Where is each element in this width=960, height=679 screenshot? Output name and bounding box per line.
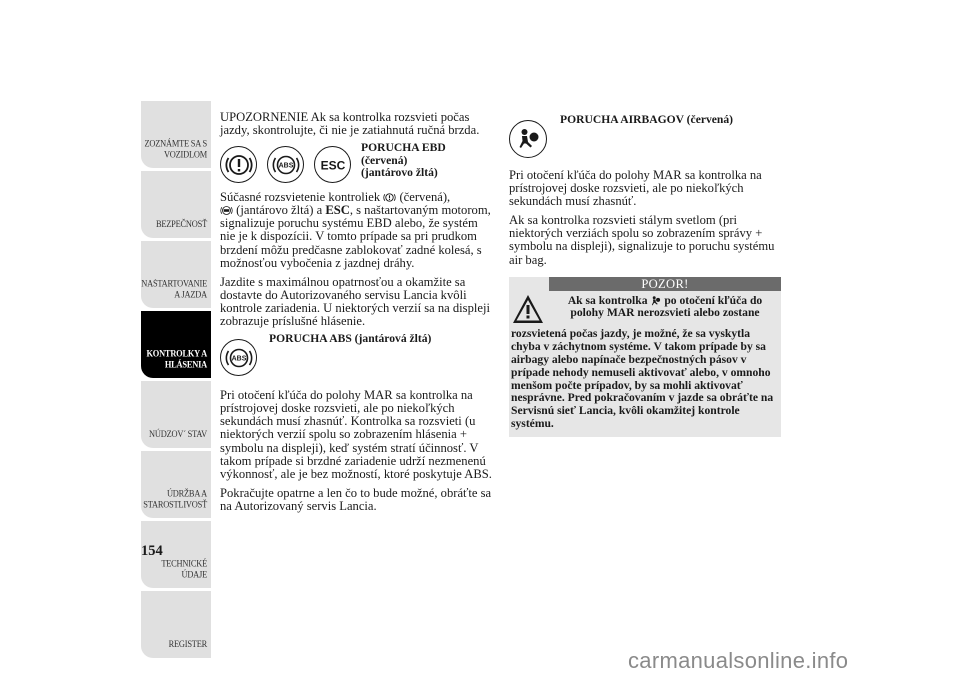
abs-heading: PORUCHA ABS (jantárová žltá) <box>269 332 432 346</box>
tab-label: REGISTER <box>168 639 207 650</box>
abs-inline-icon <box>220 204 233 217</box>
esc-icon <box>314 146 351 183</box>
warning-box <box>509 277 781 437</box>
tab-starting[interactable] <box>141 241 211 308</box>
warning-title: POZOR! <box>549 277 781 291</box>
tab-vehicle[interactable] <box>141 101 211 168</box>
tab-label: BEZPEČNOSŤ <box>155 219 207 230</box>
airbag-inline-icon <box>650 295 661 307</box>
ebd-text-b: (červená), <box>399 190 451 205</box>
ebd-heading: PORUCHA EBD (červená) (jantárovo žltá) <box>361 141 446 180</box>
tab-label: NÚDZOV´ STAV <box>149 429 207 440</box>
airbag-section-header <box>509 111 781 158</box>
abs-icon <box>267 146 304 183</box>
right-column <box>509 111 781 437</box>
section-tabs <box>141 101 211 661</box>
tab-safety[interactable] <box>141 171 211 238</box>
abs-paragraph-1: Pri otočení kľúča do polohy MAR sa kontrolka na prístrojovej doske rozsvieti, ale po niekoľkých sekundách musí zhasnúť. Kontrolka sa rozsvieti (u niektorých verzií spolu so zobrazením hlásenia + symbolu na displeji), keď systém stratí účinnosť. V takom prípade si brzdné zariadenie udrží nezmenenú výkonnosť, ale je bez možností, ktoré poskytuje ABS. <box>220 388 492 481</box>
left-column <box>220 111 495 519</box>
tab-label: NAŠTARTOVANIE A JAZDA <box>141 279 207 300</box>
abs-section-header <box>220 332 495 376</box>
airbag-icon <box>509 120 547 158</box>
warning-body <box>509 291 781 431</box>
ebd-text-esc: ESC <box>325 203 350 218</box>
tab-emergency[interactable] <box>141 381 211 448</box>
warning-text-a: Ak sa kontrolka <box>567 293 648 307</box>
ebd-text-d: , s naštartovaným motorom, signalizuje poruchu systému EBD alebo, že systém nie je k dispozícii. V tomto prípade sa pri prudkom brzdení môžu predčasne zablokovať zadné kolesá, s možnosťou vybočenia z jazdnej dráhy. <box>220 203 491 270</box>
abs-icon-large-text: ABS <box>231 355 246 363</box>
warning-first-text <box>551 293 779 329</box>
ebd-icons <box>220 146 351 183</box>
abs-icon-text: ABS <box>278 162 293 170</box>
tab-label: ÚDRŽBA A STAROSTLIVOSŤ <box>143 489 207 510</box>
tab-index[interactable] <box>141 591 211 658</box>
ebd-text-c: (jantárovo žltá) a <box>236 203 323 218</box>
watermark: carmanualsonline.info <box>628 648 849 673</box>
ebd-paragraph-2: Jazdite s maximálnou opatrnosťou a okamžite sa dostavte do Autorizovaného servisu Lancia kvôli kontrole zariadenia. U niektorých verzií sa na displeji zobrazuje príslušné hlásenie. <box>220 274 490 329</box>
abs-icon-large <box>220 339 257 376</box>
warning-text-rest: rozsvietená počas jazdy, je možné, že sa vyskytla chyba v záchytnom systéme. V takom prípade by sa airbagy alebo napínače bezpečnostných pásov v prípade nehody nemuseli aktivovať alebo, v omnoho menšom počte prípadov, by sa mohli aktivovať nesprávne. Pred pokračovaním v jazde sa obráťte na Servisnú sieť Lancia, kvôli okamžitej kontrole systému. <box>511 327 774 431</box>
airbag-heading: PORUCHA AIRBAGOV (červená) <box>560 113 734 126</box>
brake-warning-inline-icon <box>383 191 396 204</box>
ebd-section-header <box>220 141 495 183</box>
abs-paragraph-2: Pokračujte opatrne a len čo to bude možné, obráťte sa na Autorizovaný servis Lancia. <box>220 485 492 513</box>
warning-triangle-icon <box>511 293 551 329</box>
airbag-paragraph-2: Ak sa kontrolka rozsvieti stálym svetlom (pri niektorých verziách spolu so zobrazením správy + symbolu na displeji), signalizuje to poruchu systému air bag. <box>509 213 775 267</box>
brake-warning-icon <box>220 146 257 183</box>
warning-first-lines <box>511 293 779 329</box>
warning-text-b: po otočení kľúča do polohy MAR nerozsvieti alebo zostane <box>570 293 763 320</box>
airbag-paragraph-1: Pri otočení kľúča do polohy MAR sa kontrolka na prístrojovej doske rozsvieti, ale po niekoľkých sekundách musí zhasnúť. <box>509 168 762 209</box>
tab-label: ZOZNÁMTE SA S VOZIDLOM <box>144 139 207 160</box>
page-number: 154 <box>141 543 163 559</box>
esc-icon-text: ESC <box>320 158 345 173</box>
ebd-paragraph-1 <box>220 191 495 270</box>
intro-paragraph: UPOZORNENIE Ak sa kontrolka rozsvieti počas jazdy, skontrolujte, či nie je zatiahnutá ručná brzda. <box>220 110 480 138</box>
tab-warning-lights[interactable] <box>141 311 211 378</box>
ebd-text-a: Súčasné rozsvietenie kontroliek <box>220 190 381 205</box>
tab-label: KONTROLKY A HLÁSENIA <box>146 349 207 370</box>
tab-label: TECHNICKÉ ÚDAJE <box>161 559 207 580</box>
tab-maintenance[interactable] <box>141 451 211 518</box>
